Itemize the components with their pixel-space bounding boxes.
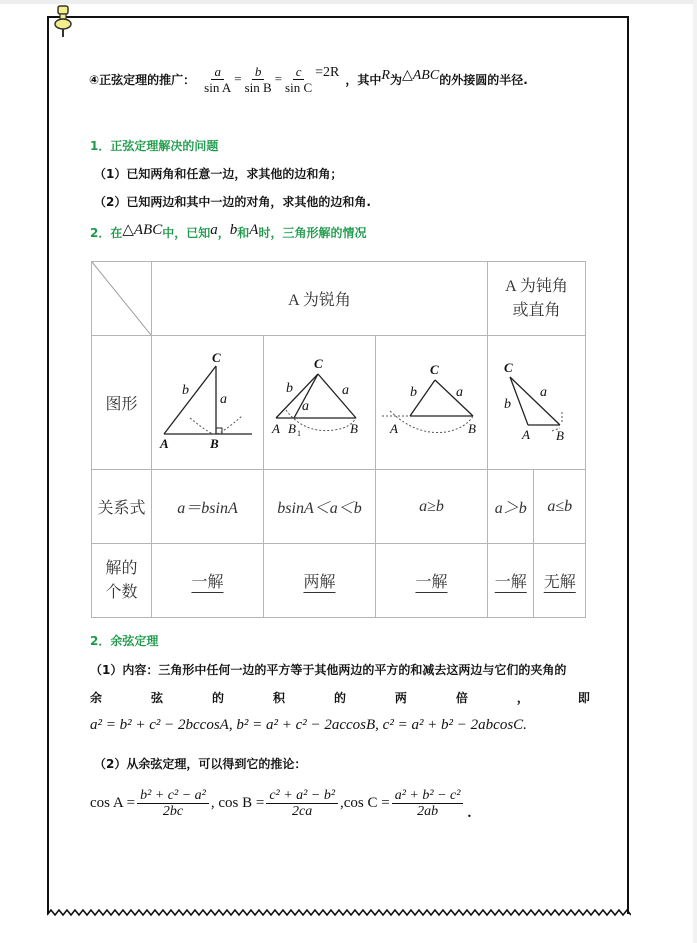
scrollbar-track[interactable] — [693, 0, 697, 943]
svg-text:b: b — [504, 397, 511, 412]
row-label-count: 解的 个数 — [92, 544, 152, 618]
relation-cell: a≥b — [376, 470, 488, 544]
count-cell: 两解 — [264, 544, 376, 618]
list-item: （2）已知两边和其中一边的对角，求其他的边和角. — [94, 195, 371, 209]
cosine-formulas: a² = b² + c² − 2bccosA, b² = a² + c² − 2accosB, c² = a² + b² − 2abcosC. — [90, 717, 527, 733]
svg-text:A: A — [390, 421, 398, 436]
relation-cell: a＞b — [488, 470, 534, 544]
svg-text:A: A — [272, 421, 280, 436]
svg-text:b: b — [286, 381, 293, 396]
zigzag-bottom-edge — [47, 908, 631, 922]
cosine-content-line1: （1）内容：三角形中任何一边的平方等于其他两边的平方的和减去这两边与它们的夹角的 — [90, 663, 567, 677]
svg-text:A: A — [522, 427, 530, 442]
svg-text:a: a — [302, 399, 309, 414]
extension-label: ④正弦定理的推广： — [89, 72, 196, 87]
svg-text:C: C — [430, 362, 439, 377]
svg-text:a: a — [540, 385, 547, 400]
triangle-abc: △ABC — [401, 67, 440, 83]
count-cell: 一解 — [376, 544, 488, 618]
svg-text:B: B — [288, 421, 296, 436]
svg-text:C: C — [314, 356, 323, 371]
svg-text:C: C — [212, 350, 221, 365]
sine-law-extension: ④正弦定理的推广： $\frac{a}{\text{sin A}}$ = $\frac{b}{\text{sin B}}$ = $\frac{c}{\text{sin C}}$ =2R ，其中 R 为 △ABC 的外接圆的半径. — [89, 63, 528, 95]
figure-two-solutions — [264, 336, 376, 470]
header-acute: A 为锐角 — [152, 262, 488, 336]
section-heading-cosine-law: 2．余弦定理 — [90, 634, 159, 648]
svg-text:a: a — [456, 385, 463, 400]
count-cell: 无解 — [534, 544, 586, 618]
equals-2r: =2R — [315, 65, 340, 80]
svg-text:b: b — [410, 385, 417, 400]
svg-text:a: a — [220, 392, 227, 407]
count-cell: 一解 — [152, 544, 264, 618]
row-label-figure: 图形 — [92, 336, 152, 470]
header-obtuse: A 为钝角 或直角 — [488, 262, 586, 336]
svg-text:B: B — [210, 436, 219, 451]
triangle-solutions-table — [91, 261, 586, 618]
fraction-c: $\frac{c}{\text{sin C}}$ — [285, 63, 313, 95]
svg-text:b: b — [182, 383, 189, 398]
fraction-a: $\frac{a}{\text{sin A}}$ — [204, 63, 232, 95]
list-item: （1）已知两角和任意一边，求其他的边和角； — [94, 167, 343, 181]
fraction-b: $\frac{b}{\text{sin B}}$ — [244, 63, 272, 95]
cosine-content-line2: 余 弦 的 积 的 两 倍 ， 即 — [90, 691, 590, 705]
cosine-corollary: cos A = $\frac{\text{b² + c² − a²}}{2bc}$ , cos B = $\frac{\text{c² + a² − b²}}{2ca}$ ,cos C = $\frac{\text{a² + b² − c²}}{2ab}$ . — [90, 787, 472, 821]
relation-cell: bsinA＜a＜b — [264, 470, 376, 544]
section-heading-triangle-solutions: 2．在 △ABC 中，已知 a ， b 和 A 时，三角形解的情况 — [90, 222, 367, 240]
row-label-relation: 关系式 — [92, 470, 152, 544]
relation-cell: a≤b — [534, 470, 586, 544]
svg-text:a: a — [342, 383, 349, 398]
figure-one-solution — [376, 336, 488, 470]
relation-cell: a＝bsinA — [152, 470, 264, 544]
pushpin-icon — [52, 4, 74, 38]
svg-text:A: A — [160, 436, 169, 451]
svg-text:1: 1 — [297, 429, 301, 438]
svg-text:B: B — [556, 428, 564, 443]
svg-text:B: B — [350, 421, 358, 436]
corollary-label: （2）从余弦定理，可以得到它的推论： — [94, 757, 307, 771]
diagonal-corner-cell — [92, 262, 152, 336]
svg-text:B: B — [468, 421, 476, 436]
section-heading-sine-problems: 1．正弦定理解决的问题 — [90, 139, 219, 153]
top-edge — [0, 0, 697, 4]
svg-text:C: C — [504, 360, 513, 375]
figure-right-triangle — [152, 336, 264, 470]
count-cell: 一解 — [488, 544, 534, 618]
figure-obtuse — [488, 336, 586, 470]
